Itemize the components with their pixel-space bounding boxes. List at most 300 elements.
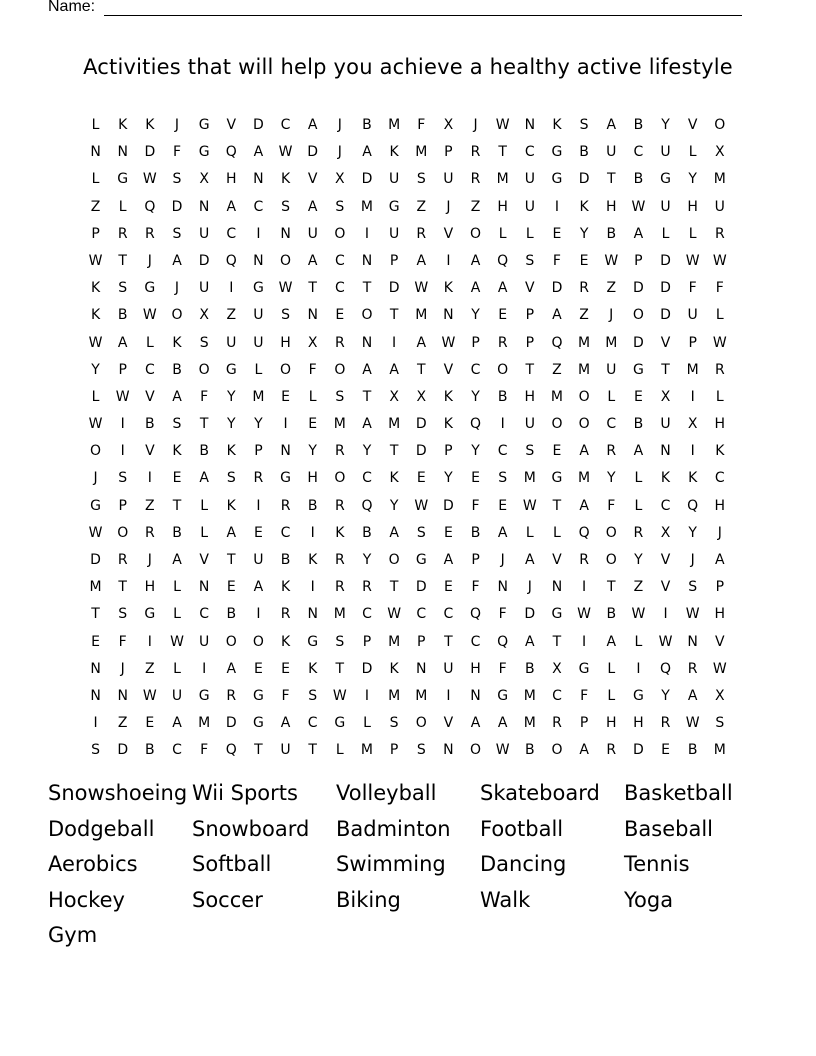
grid-letter: M: [713, 171, 726, 188]
grid-letter: L: [525, 524, 534, 541]
grid-letter: B: [687, 742, 698, 759]
grid-letter: V: [145, 443, 155, 460]
grid-letter: Z: [226, 307, 237, 324]
grid-letter: I: [256, 225, 261, 242]
grid-letter: B: [606, 225, 617, 242]
word-list-item: Tennis: [624, 852, 690, 876]
grid-letter: S: [91, 742, 101, 759]
grid-letter: L: [91, 171, 100, 188]
grid-letter: I: [256, 497, 261, 514]
grid-letter: L: [498, 225, 507, 242]
grid-letter: R: [687, 660, 698, 677]
grid-letter: N: [90, 687, 101, 704]
grid-letter: A: [226, 660, 237, 677]
grid-letter: E: [281, 660, 290, 677]
grid-letter: B: [579, 144, 589, 161]
grid-letter: U: [443, 171, 454, 188]
grid-letter: B: [633, 171, 644, 188]
grid-letter: Q: [144, 198, 156, 215]
grid-letter: R: [117, 225, 128, 242]
grid-letter: O: [605, 552, 617, 568]
grid-letter: F: [200, 742, 209, 759]
grid-letter: R: [633, 524, 644, 541]
grid-letter: A: [470, 280, 481, 297]
grid-letter: I: [229, 280, 234, 297]
grid-letter: Y: [226, 416, 236, 433]
grid-letter: T: [118, 579, 127, 596]
word-list-item: Snowboard: [192, 816, 310, 841]
grid-letter: V: [145, 388, 155, 405]
grid-letter: N: [443, 742, 454, 759]
grid-letter: R: [144, 524, 155, 541]
grid-letter: H: [226, 171, 237, 188]
grid-letter: T: [254, 742, 263, 759]
grid-letter: C: [470, 361, 481, 378]
word-list-item: Football: [480, 816, 564, 841]
grid-letter: P: [91, 225, 100, 242]
grid-letter: V: [199, 552, 209, 568]
grid-letter: J: [609, 307, 614, 324]
grid-letter: W: [685, 715, 700, 732]
grid-letter: T: [525, 361, 535, 378]
grid-letter: A: [606, 117, 617, 133]
grid-letter: F: [688, 280, 697, 297]
grid-letter: X: [715, 687, 725, 704]
grid-letter: Y: [362, 443, 372, 460]
grid-letter: R: [334, 334, 345, 351]
word-list-item: Snowshoeing: [48, 781, 188, 805]
grid-letter: W: [115, 388, 130, 405]
grid-letter: P: [471, 334, 480, 351]
grid-letter: C: [660, 497, 671, 514]
grid-letter: F: [607, 497, 616, 514]
grid-letter: L: [553, 524, 561, 541]
grid-letter: A: [172, 388, 182, 405]
grid-letter: R: [334, 443, 345, 460]
grid-letter: T: [498, 144, 507, 161]
grid-letter: K: [308, 660, 318, 677]
grid-letter: F: [471, 579, 480, 596]
grid-letter: F: [552, 252, 561, 269]
grid-letter: G: [252, 687, 264, 704]
grid-letter: H: [714, 416, 726, 433]
grid-letter: A: [525, 633, 535, 650]
grid-letter: M: [360, 742, 374, 759]
grid-letter: A: [687, 687, 698, 704]
grid-letter: K: [552, 117, 562, 133]
grid-letter: N: [198, 198, 210, 215]
word-list-item: Baseball: [624, 816, 714, 841]
grid-letter: B: [525, 742, 535, 759]
grid-letter: A: [307, 117, 318, 133]
grid-letter: L: [308, 388, 317, 405]
grid-letter: G: [388, 198, 400, 215]
grid-letter: O: [90, 443, 102, 460]
grid-letter: G: [280, 470, 291, 487]
grid-letter: M: [388, 117, 401, 133]
grid-letter: U: [524, 198, 535, 215]
grid-letter: W: [577, 606, 592, 623]
grid-letter: Q: [578, 524, 590, 541]
grid-letter: C: [280, 524, 291, 541]
grid-letter: U: [606, 144, 617, 161]
grid-letter: V: [525, 280, 535, 297]
grid-letter: I: [690, 388, 695, 405]
word-list-item: Dodgeball: [48, 816, 155, 841]
grid-letter: H: [497, 198, 508, 215]
grid-letter: Y: [308, 443, 317, 460]
grid-letter: V: [552, 552, 562, 568]
grid-letter: M: [550, 388, 563, 405]
grid-letter: M: [496, 171, 509, 188]
grid-letter: U: [388, 171, 400, 188]
grid-letter: N: [524, 117, 536, 133]
grid-letter: H: [714, 497, 726, 514]
word-list-item: Walk: [480, 887, 531, 912]
grid-letter: Z: [579, 307, 589, 324]
grid-letter: J: [527, 579, 532, 596]
grid-letter: L: [145, 334, 154, 351]
grid-letter: U: [660, 198, 671, 215]
grid-letter: K: [90, 280, 101, 297]
grid-letter: C: [307, 715, 318, 732]
grid-letter: A: [633, 443, 644, 460]
grid-letter: P: [688, 334, 697, 351]
grid-letter: I: [93, 715, 98, 732]
grid-letter: D: [660, 307, 671, 324]
grid-letter: S: [498, 470, 508, 487]
grid-letter: O: [632, 307, 644, 324]
grid-letter: K: [389, 660, 399, 677]
grid-letter: P: [118, 361, 127, 378]
grid-letter: M: [360, 198, 374, 215]
grid-letter: W: [712, 660, 727, 677]
grid-letter: N: [253, 252, 264, 269]
grid-letter: A: [715, 552, 725, 568]
word-list-item: Dancing: [480, 852, 567, 876]
grid-letter: T: [606, 171, 616, 188]
grid-letter: M: [89, 579, 102, 596]
grid-letter: K: [280, 579, 291, 596]
grid-letter: L: [688, 144, 697, 161]
grid-letter: M: [523, 715, 536, 732]
grid-letter: T: [389, 307, 399, 324]
grid-letter: V: [443, 361, 454, 378]
grid-letter: D: [307, 144, 319, 161]
grid-letter: E: [552, 225, 562, 242]
grid-letter: D: [415, 416, 427, 433]
grid-letter: G: [660, 171, 671, 188]
grid-letter: C: [172, 742, 182, 759]
grid-letter: Q: [470, 416, 482, 433]
grid-letter: U: [199, 225, 210, 242]
grid-letter: D: [660, 280, 671, 297]
grid-letter: T: [91, 606, 100, 623]
grid-letter: S: [416, 524, 426, 541]
grid-letter: G: [632, 361, 644, 378]
grid-letter: A: [362, 144, 372, 161]
grid-letter: N: [416, 660, 427, 677]
word-list: [48, 776, 768, 954]
grid-letter: R: [714, 225, 725, 242]
grid-letter: Q: [225, 252, 237, 269]
grid-letter: A: [552, 307, 562, 324]
grid-letter: C: [497, 443, 508, 460]
grid-letter: R: [470, 144, 481, 161]
grid-letter: F: [498, 606, 507, 623]
grid-letter: S: [118, 470, 128, 487]
grid-letter: O: [578, 416, 590, 433]
grid-letter: I: [202, 660, 207, 677]
grid-letter: V: [307, 171, 318, 188]
grid-letter: I: [364, 225, 370, 242]
grid-letter: Y: [471, 388, 480, 405]
grid-letter: A: [470, 715, 481, 732]
grid-letter: C: [633, 144, 644, 161]
grid-letter: K: [389, 144, 399, 161]
grid-letter: G: [415, 552, 427, 568]
grid-letter: Z: [145, 497, 155, 514]
grid-letter: V: [660, 552, 671, 568]
grid-letter: B: [226, 606, 237, 623]
grid-letter: Z: [606, 280, 617, 297]
grid-letter: B: [362, 524, 372, 541]
grid-letter: N: [307, 606, 318, 623]
grid-letter: X: [660, 388, 671, 405]
grid-letter: I: [446, 252, 451, 269]
grid-letter: N: [307, 307, 318, 324]
grid-letter: K: [335, 524, 345, 541]
grid-letter: T: [552, 633, 562, 650]
grid-letter: I: [310, 579, 315, 596]
grid-letter: P: [444, 144, 453, 161]
grid-letter: O: [280, 361, 292, 378]
grid-letter: A: [172, 715, 182, 732]
word-list-item: Swimming: [336, 852, 446, 876]
word-list-item: Softball: [192, 852, 272, 876]
grid-letter: Y: [91, 361, 100, 378]
grid-letter: H: [687, 198, 698, 215]
grid-letter: B: [145, 742, 155, 759]
grid-letter: N: [470, 687, 481, 704]
grid-letter: D: [632, 280, 644, 297]
grid-letter: I: [364, 687, 370, 704]
grid-letter: B: [117, 307, 128, 324]
grid-letter: E: [443, 524, 453, 541]
grid-letter: O: [117, 524, 129, 541]
word-list-item: Volleyball: [336, 781, 437, 805]
grid-letter: D: [198, 252, 210, 269]
grid-letter: M: [198, 715, 211, 732]
grid-letter: L: [173, 660, 181, 677]
grid-letter: C: [199, 606, 210, 623]
grid-letter: K: [172, 334, 182, 351]
grid-letter: S: [525, 252, 535, 269]
grid-letter: U: [524, 171, 535, 188]
grid-letter: Y: [254, 416, 263, 433]
grid-letter: I: [582, 579, 587, 596]
grid-letter: L: [688, 225, 697, 242]
grid-letter: D: [144, 144, 156, 161]
grid-letter: E: [308, 416, 318, 433]
grid-letter: X: [443, 117, 454, 133]
grid-letter: W: [658, 633, 673, 650]
grid-letter: O: [334, 470, 346, 487]
grid-letter: W: [278, 280, 293, 297]
grid-letter: K: [308, 552, 318, 568]
grid-letter: W: [88, 334, 103, 351]
grid-letter: A: [443, 552, 454, 568]
grid-letter: Z: [633, 579, 644, 596]
word-list-item: Wii Sports: [192, 781, 298, 805]
grid-letter: A: [172, 252, 182, 269]
grid-letter: U: [253, 334, 264, 351]
grid-letter: A: [362, 416, 372, 433]
grid-letter: S: [118, 606, 128, 623]
grid-letter: G: [198, 144, 210, 161]
grid-letter: O: [551, 742, 563, 759]
grid-letter: U: [687, 307, 698, 324]
grid-letter: L: [254, 361, 263, 378]
grid-letter: P: [444, 443, 453, 460]
grid-letter: A: [579, 497, 589, 514]
grid-letter: Y: [226, 388, 236, 405]
grid-letter: E: [498, 497, 508, 514]
grid-letter: O: [470, 225, 482, 242]
grid-letter: D: [171, 198, 183, 215]
grid-letter: K: [145, 117, 155, 133]
grid-letter: R: [579, 552, 589, 568]
grid-letter: F: [417, 117, 426, 133]
grid-letter: S: [389, 715, 399, 732]
grid-letter: P: [715, 579, 725, 596]
grid-letter: W: [142, 687, 157, 704]
grid-letter: G: [551, 144, 563, 161]
grid-letter: R: [552, 715, 562, 732]
grid-letter: I: [120, 416, 125, 433]
grid-letter: N: [90, 144, 101, 161]
grid-letter: H: [144, 579, 156, 596]
grid-letter: V: [687, 117, 698, 133]
grid-letter: U: [307, 225, 318, 242]
grid-letter: Q: [225, 144, 237, 161]
grid-letter: P: [417, 633, 426, 650]
grid-letter: A: [226, 524, 237, 541]
grid-letter: S: [416, 742, 426, 759]
grid-letter: B: [497, 388, 508, 405]
grid-letter: M: [578, 470, 591, 487]
grid-letter: E: [416, 470, 426, 487]
grid-letter: Z: [117, 715, 128, 732]
grid-letter: P: [389, 252, 399, 269]
grid-letter: L: [607, 388, 616, 405]
grid-letter: O: [280, 252, 292, 269]
grid-letter: N: [280, 225, 291, 242]
grid-letter: W: [441, 334, 456, 351]
grid-letter: D: [578, 171, 590, 188]
grid-letter: W: [631, 198, 646, 215]
grid-letter: Q: [551, 334, 563, 351]
grid-letter: A: [253, 579, 264, 596]
grid-letter: R: [497, 334, 508, 351]
grid-letter: G: [307, 633, 319, 650]
grid-letter: T: [308, 742, 317, 759]
grid-letter: R: [660, 715, 671, 732]
grid-letter: A: [280, 715, 291, 732]
grid-letter: A: [389, 361, 399, 378]
grid-letter: B: [525, 660, 535, 677]
grid-letter: J: [93, 470, 98, 487]
grid-letter: C: [714, 470, 725, 487]
grid-letter: W: [522, 497, 537, 514]
grid-letter: I: [663, 606, 668, 623]
grid-letter: G: [334, 715, 346, 732]
grid-letter: M: [523, 470, 536, 487]
grid-letter: H: [307, 470, 318, 487]
grid-letter: O: [605, 524, 617, 541]
grid-letter: F: [498, 660, 507, 677]
grid-letter: L: [91, 388, 100, 405]
grid-letter: A: [199, 470, 209, 487]
grid-letter: R: [606, 742, 617, 759]
grid-letter: S: [226, 470, 236, 487]
grid-letter: K: [280, 633, 291, 650]
grid-letter: R: [470, 171, 481, 188]
grid-letter: R: [334, 497, 345, 514]
grid-letter: A: [117, 334, 128, 351]
grid-letter: M: [415, 307, 428, 324]
grid-letter: M: [686, 361, 699, 378]
grid-letter: B: [633, 117, 644, 133]
grid-letter: W: [685, 606, 700, 623]
grid-letter: Y: [661, 687, 670, 704]
grid-letter: E: [145, 715, 155, 732]
grid-letter: R: [144, 225, 155, 242]
grid-letter: E: [661, 742, 670, 759]
grid-letter: B: [307, 497, 318, 514]
grid-letter: D: [361, 660, 373, 677]
grid-letter: H: [605, 715, 617, 732]
word-list-item: Yoga: [624, 887, 674, 912]
grid-letter: O: [551, 416, 563, 433]
grid-letter: S: [308, 687, 318, 704]
grid-letter: X: [335, 171, 345, 188]
grid-letter: E: [253, 524, 263, 541]
grid-letter: K: [715, 443, 725, 460]
grid-letter: D: [225, 715, 237, 732]
word-list-item: Skateboard: [480, 781, 600, 805]
grid-letter: O: [361, 307, 373, 324]
grid-letter: G: [90, 497, 101, 514]
grid-letter: X: [199, 171, 209, 188]
grid-letter: B: [145, 416, 155, 433]
grid-letter: W: [604, 252, 619, 269]
grid-letter: V: [443, 715, 454, 732]
grid-letter: Q: [497, 633, 509, 650]
grid-letter: Y: [634, 552, 643, 568]
grid-letter: C: [226, 225, 237, 242]
grid-letter: V: [226, 117, 237, 133]
grid-letter: M: [578, 334, 591, 351]
grid-letter: H: [280, 334, 291, 351]
grid-letter: D: [361, 171, 373, 188]
grid-letter: U: [226, 334, 237, 351]
grid-letter: J: [473, 117, 478, 133]
grid-letter: E: [91, 633, 100, 650]
grid-letter: U: [171, 687, 183, 704]
grid-letter: B: [172, 524, 182, 541]
grid-letter: R: [334, 552, 345, 568]
